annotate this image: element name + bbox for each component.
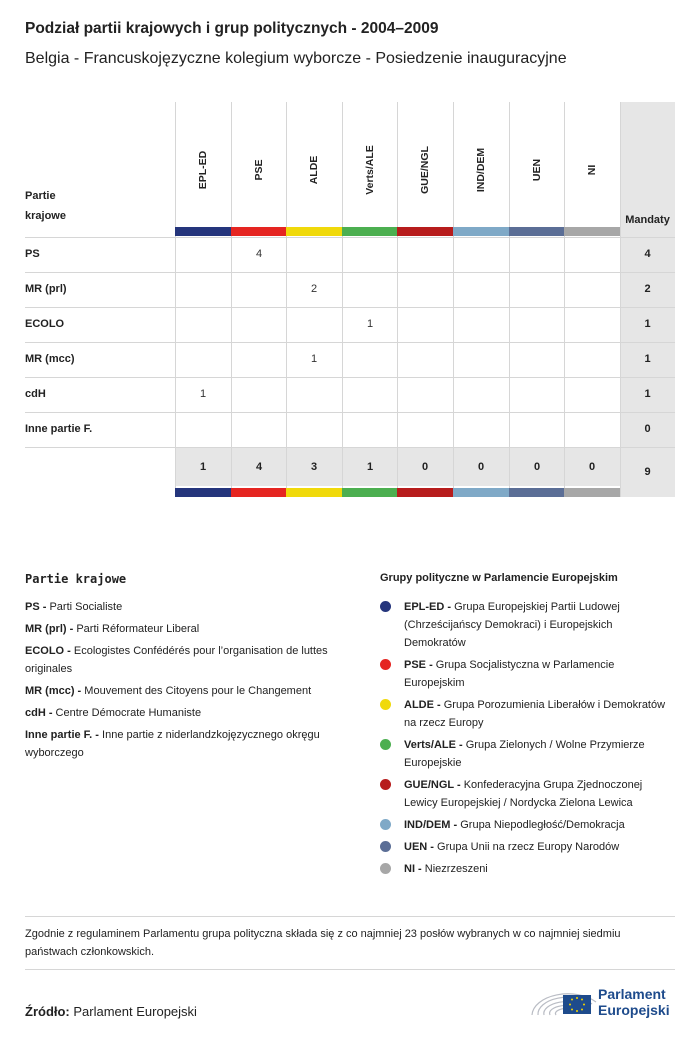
group-column-header (564, 120, 620, 220)
national-party-legend-item (25, 704, 350, 722)
legend-abbr: ALDE - (404, 699, 441, 711)
legend-text: Grupa Europejskiej Partii Ludowej (Chrześcijańscy Demokraci) i Europejskich Demokratów (404, 601, 620, 649)
group-color-bar-top (175, 227, 231, 236)
row-header-line2: krajowe (25, 210, 66, 222)
group-color-bar-bottom (175, 488, 231, 497)
group-color-bar-bottom (397, 488, 453, 497)
row-mandates: 1 (644, 353, 651, 365)
legend-text: Grupa Porozumienia Liberałów i Demokratów na rzecz Europy (404, 699, 666, 729)
group-color-bar-bottom (453, 488, 509, 497)
mandates-header: Mandaty (625, 214, 670, 226)
row-divider (25, 447, 675, 448)
legend-text: Centre Démocrate Humaniste (52, 707, 202, 719)
group-color-dot (380, 863, 391, 874)
legend-text: Parti Socialiste (46, 601, 123, 613)
row-mandates: 1 (644, 388, 651, 400)
mandates-table (0, 0, 700, 500)
legend-text: Grupa Zielonych / Wolne Przymierze Europejskie (404, 739, 645, 769)
table-cell: 1 (310, 353, 318, 365)
legend-abbr: ECOLO - (25, 645, 71, 657)
group-legend-item (404, 860, 672, 878)
group-label: GUE/NGL (419, 146, 431, 194)
national-party-legend-item (25, 682, 350, 700)
table-cell: 4 (255, 248, 263, 260)
legend-abbr: UEN - (404, 841, 434, 853)
legend-abbr: NI - (404, 863, 422, 875)
group-color-bar-top (286, 227, 342, 236)
row-divider (25, 342, 675, 343)
column-divider (620, 102, 621, 497)
group-column-header (342, 120, 398, 220)
group-label: ALDE (308, 155, 320, 185)
legend-abbr: Inne partie F. - (25, 729, 99, 741)
row-divider (25, 307, 675, 308)
group-color-bar-bottom (564, 488, 620, 497)
group-color-dot (380, 601, 391, 612)
mandates-column-bg (620, 102, 675, 497)
legend-text: Niezrzeszeni (421, 863, 488, 875)
group-legend-item (404, 736, 672, 772)
national-party-legend-item (25, 620, 350, 638)
group-color-bar-top (342, 227, 398, 236)
group-legend-item (404, 598, 672, 652)
party-row-label: MR (prl) (25, 283, 67, 295)
row-divider (25, 377, 675, 378)
party-row-label: ECOLO (25, 318, 65, 330)
group-label: PSE (253, 159, 265, 181)
grand-total: 9 (644, 466, 651, 478)
group-color-bar-bottom (342, 488, 398, 497)
national-party-legend-item (25, 642, 350, 678)
table-cell: 2 (310, 283, 318, 295)
row-header-line1: Partie (25, 190, 56, 202)
group-column-header (175, 120, 231, 220)
table-cell: 1 (366, 318, 374, 330)
legend-abbr: MR (mcc) - (25, 685, 82, 697)
legend-text: Grupa Unii na rzecz Europy Narodów (433, 841, 620, 853)
national-party-legend-item (25, 598, 350, 616)
group-color-bar-bottom (286, 488, 342, 497)
group-color-bar-bottom (231, 488, 287, 497)
legend-abbr: EPL-ED - (404, 601, 452, 613)
group-color-bar-top (453, 227, 509, 236)
legend-abbr: MR (prl) - (25, 623, 74, 635)
legend-abbr: PS - (25, 601, 47, 613)
national-party-legend-item (25, 726, 350, 762)
row-mandates: 4 (644, 248, 651, 260)
row-mandates: 2 (644, 283, 651, 295)
divider (25, 969, 675, 970)
group-total: 0 (421, 461, 429, 473)
party-row-label: MR (mcc) (25, 353, 75, 365)
legend-abbr: GUE/NGL - (404, 779, 461, 791)
group-total: 0 (588, 461, 596, 473)
legend-text: Grupa Niepodległość/Demokracja (457, 819, 625, 831)
group-label: NI (586, 164, 598, 176)
group-legend-item (404, 776, 672, 812)
party-row-label: cdH (25, 388, 46, 400)
group-label: EPL-ED (197, 150, 209, 190)
group-total: 1 (366, 461, 374, 473)
political-groups-legend-title: Grupy polityczne w Parlamencie Europejskim (380, 572, 618, 584)
group-color-bar-bottom (509, 488, 565, 497)
group-label: UEN (531, 158, 543, 182)
logo-wordmark (598, 986, 670, 1018)
source-label: Źródło: (25, 1004, 70, 1019)
group-column-header (453, 120, 509, 220)
legend-abbr: cdH - (25, 707, 53, 719)
group-color-dot (380, 699, 391, 710)
group-label: Verts/ALE (364, 145, 376, 195)
divider (25, 916, 675, 917)
group-legend-item (404, 838, 672, 856)
row-divider (25, 412, 675, 413)
group-color-dot (380, 841, 391, 852)
group-legend-item (404, 816, 672, 834)
group-color-bar-top (509, 227, 565, 236)
group-legend-item (404, 656, 672, 692)
group-column-header (397, 120, 453, 220)
table-cell: 1 (199, 388, 207, 400)
row-mandates: 1 (644, 318, 651, 330)
group-color-dot (380, 739, 391, 750)
group-color-dot (380, 819, 391, 830)
group-legend-item (404, 696, 672, 732)
group-color-bar-top (397, 227, 453, 236)
source-line (25, 1004, 197, 1019)
legend-text: Grupa Socjalistyczna w Parlamencie Europejskim (404, 659, 615, 689)
row-divider (25, 272, 675, 273)
legend-abbr: Verts/ALE - (404, 739, 463, 751)
group-column-header (286, 120, 342, 220)
table-row-header (25, 186, 66, 226)
legend-text: Parti Réformateur Liberal (73, 623, 200, 635)
group-column-header (231, 120, 287, 220)
legend-abbr: PSE - (404, 659, 433, 671)
legend-abbr: IND/DEM - (404, 819, 458, 831)
legend-text: Konfederacyjna Grupa Zjednoczonej Lewicy Europejskiej / Nordycka Zielona Lewica (404, 779, 643, 809)
national-parties-legend-title: Partie krajowe (25, 572, 127, 586)
group-color-bar-top (231, 227, 287, 236)
legend-text: Inne partie z niderlandzkojęzycznego okręgu wyborczego (25, 729, 320, 759)
group-label: IND/DEM (475, 147, 487, 193)
row-divider (25, 237, 675, 238)
group-color-bar-top (564, 227, 620, 236)
group-total: 0 (477, 461, 485, 473)
page-subtitle: Belgia - Francuskojęzyczne kolegium wyborcze - Posiedzenie inauguracyjne (25, 50, 567, 67)
group-total: 4 (255, 461, 263, 473)
logo-line1: Parlament (598, 986, 666, 1002)
group-color-dot (380, 659, 391, 670)
group-column-header (509, 120, 565, 220)
group-total: 0 (533, 461, 541, 473)
page-title: Podział partii krajowych i grup politycznych - 2004–2009 (25, 20, 439, 37)
group-color-dot (380, 779, 391, 790)
group-total: 1 (199, 461, 207, 473)
legend-text: Mouvement des Citoyens pour le Changement (81, 685, 312, 697)
footnote: Zgodnie z regulaminem Parlamentu grupa polityczna składa się z co najmniej 23 posłów wybranych w co najmniej siedmiu państwach członkowskich. (25, 928, 621, 958)
logo-line2: Europejski (598, 1002, 670, 1018)
source-value: Parlament Europejski (69, 1004, 197, 1019)
party-row-label: Inne partie F. (25, 423, 93, 435)
group-total: 3 (310, 461, 318, 473)
legend-text: Ecologistes Confédérés pour l’organisation de luttes originales (25, 645, 328, 675)
row-mandates: 0 (644, 423, 651, 435)
party-row-label: PS (25, 248, 40, 260)
